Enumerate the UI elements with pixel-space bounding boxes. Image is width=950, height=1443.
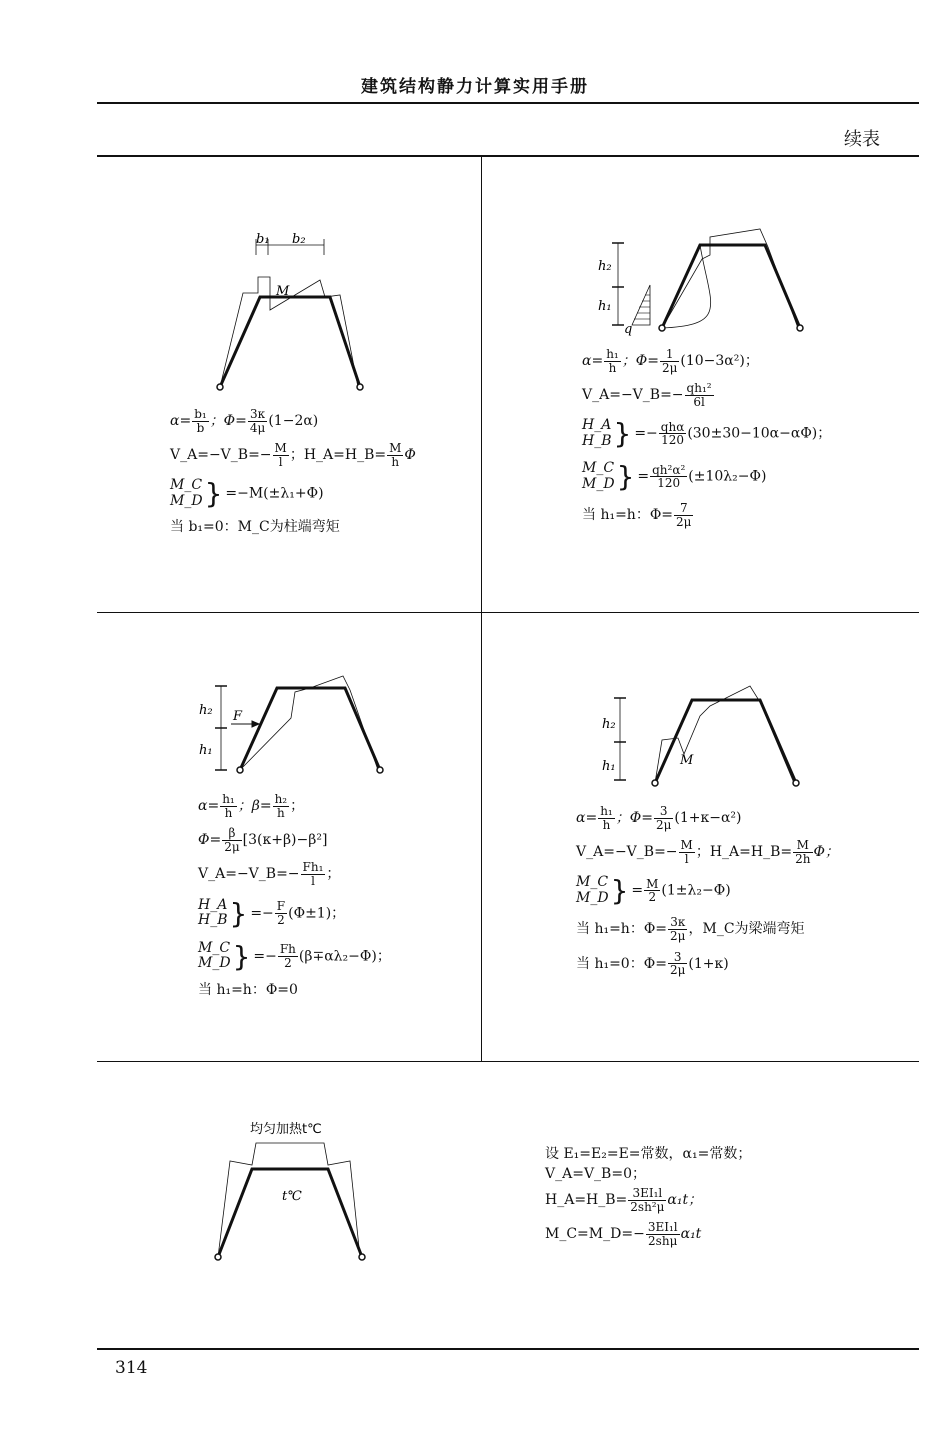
page-number: 314 [115, 1358, 148, 1378]
fraction [660, 348, 679, 374]
fraction [275, 900, 287, 926]
formula-text: M_D [170, 492, 203, 509]
table-row-divider-2 [97, 1061, 919, 1062]
formula-row [545, 1187, 751, 1213]
denominator: 2 [284, 955, 292, 970]
label-t: t℃ [282, 1189, 302, 1204]
numerator: qh²α² [652, 462, 686, 477]
formulas-case5 [545, 1146, 751, 1255]
fraction [220, 793, 237, 819]
formula-row [170, 408, 416, 434]
formula-row [545, 1221, 751, 1247]
formula-row [576, 873, 839, 908]
denominator: 2μ [661, 360, 678, 375]
running-head: 建筑结构静力计算实用手册 [361, 77, 589, 97]
formula-text: α= [582, 353, 604, 370]
numerator: M [389, 441, 402, 456]
denominator: l [278, 454, 283, 469]
formula-text: V_A=V_B=0； [545, 1165, 646, 1182]
fraction [301, 861, 326, 887]
label-h2: h₂ [602, 717, 616, 732]
formula-row [576, 916, 839, 942]
formula-text: (Φ±1)； [288, 905, 346, 922]
formula-row [576, 951, 839, 977]
label-F: F [233, 709, 243, 724]
numerator: M [646, 876, 659, 891]
formula-text: V_A=−V_B=− [170, 447, 272, 464]
numerator: M [680, 838, 693, 853]
formula-text: (1+κ) [688, 955, 729, 972]
reaction-pair [198, 898, 228, 929]
formula-text: (10−3α²)； [680, 353, 759, 370]
label-b2: b₂ [292, 232, 306, 247]
label-b1: b₁ [256, 232, 270, 247]
denominator: h [391, 454, 400, 469]
frame-diagram-case3 [195, 670, 395, 780]
header-rule [97, 102, 919, 104]
formula-text: M_C [198, 939, 231, 956]
fraction [650, 464, 687, 490]
denominator: 2μ [669, 963, 686, 978]
formula-row [198, 827, 391, 853]
formula-row [198, 861, 391, 887]
formula-row [576, 839, 839, 865]
formula-text: ，M_C为梁端弯矩 [688, 921, 805, 938]
denominator: 2μ [655, 817, 672, 832]
continued-label: 续表 [844, 129, 880, 150]
formula-text: 当 h₁=h：Φ= [576, 921, 668, 938]
label-h2: h₂ [199, 703, 213, 718]
denominator: 2 [648, 890, 657, 905]
brace: } [204, 477, 223, 511]
numerator: β [222, 827, 241, 841]
formula-text: ；H_A=H_B= [695, 844, 793, 861]
fraction [668, 951, 687, 977]
numerator: 3κ [668, 916, 687, 930]
label-M: M [680, 753, 694, 768]
formula-row [582, 382, 831, 408]
formula-text: α= [198, 798, 220, 815]
frame-diagram-case5 [200, 1115, 390, 1265]
numerator: h₁ [222, 792, 235, 806]
table-top-rule [97, 155, 919, 157]
formula-text: M_C [576, 874, 609, 891]
moment-pair [576, 875, 609, 906]
formula-text: =−M(±λ₁+Φ) [225, 485, 324, 502]
denominator: h [224, 805, 233, 820]
formula-text: ； [326, 866, 341, 883]
brace: } [616, 460, 635, 494]
numerator: b₁ [194, 407, 207, 421]
formula-row [170, 519, 416, 537]
denominator: 4μ [249, 420, 266, 435]
formula-text: = [637, 468, 650, 485]
denominator: b [196, 420, 205, 435]
formula-row [198, 896, 391, 931]
fraction [646, 1221, 680, 1247]
moment-pair [198, 941, 231, 972]
formula-text: H_A [582, 417, 612, 434]
fraction [659, 421, 687, 447]
formula-text: [3(κ+β)−β²] [242, 832, 328, 849]
denominator: h [602, 817, 611, 832]
numerator: 3 [654, 805, 673, 819]
denominator: 2shμ [648, 1233, 678, 1248]
formula-text: H_B [198, 912, 228, 929]
formula-text: (±10λ₂−Φ) [688, 468, 767, 485]
formula-row [545, 1146, 751, 1164]
denominator: 2μ [224, 839, 240, 854]
table-column-divider [481, 155, 482, 1062]
formula-text: (1+κ−α²) [674, 810, 742, 827]
brace: } [613, 417, 632, 451]
formula-row [170, 476, 416, 511]
numerator: M [274, 441, 287, 456]
denominator: l [684, 851, 689, 866]
formulas-case3 [198, 793, 391, 1007]
formula-text: (1−2α) [268, 413, 319, 430]
frame-diagram-case2 [590, 225, 820, 340]
label-h2: h₂ [598, 259, 612, 274]
denominator: 2μ [676, 514, 692, 529]
label-h1: h₁ [602, 759, 616, 774]
denominator: 2μ [670, 928, 686, 943]
formula-text: M_D [582, 475, 615, 492]
label-heat: 均匀加热t℃ [250, 1122, 322, 1137]
fraction [273, 793, 290, 819]
label-M: M [276, 284, 290, 299]
denominator: 2sh²μ [630, 1199, 665, 1214]
formula-text: = [631, 882, 644, 899]
fraction [674, 502, 693, 528]
numerator: 3κ [248, 408, 267, 422]
fraction [278, 943, 298, 969]
numerator: M [793, 839, 812, 853]
numerator: 3 [668, 951, 687, 965]
reaction-pair [582, 418, 612, 449]
formula-text: ；H_A=H_B= [289, 447, 387, 464]
formula-text: M_D [198, 955, 231, 972]
footer-rule [97, 1348, 919, 1350]
denominator: 120 [661, 433, 684, 448]
formula-text: Φ； [813, 844, 839, 861]
formula-text: ；β= [237, 798, 272, 815]
formula-text: H_A=H_B= [545, 1192, 628, 1209]
formula-text: 设 E₁=E₂=E=常数，α₁=常数； [545, 1146, 752, 1162]
numerator: h₁ [600, 804, 613, 818]
numerator: Fh₁ [302, 860, 324, 875]
numerator: 7 [674, 502, 693, 516]
numerator: h₂ [274, 792, 288, 806]
formula-text: =− [250, 905, 274, 922]
fraction [604, 348, 621, 374]
formulas-case4 [576, 805, 839, 985]
formula-text: Φ [404, 447, 416, 464]
brace: } [229, 896, 248, 930]
formula-text: α= [576, 810, 598, 827]
numerator: 3EI₁l [628, 1187, 666, 1201]
denominator: h [608, 360, 617, 375]
formula-text: ； [290, 798, 305, 815]
formula-text: ；Φ= [621, 353, 659, 370]
formula-row [582, 459, 831, 494]
label-q: q [624, 322, 633, 337]
formula-text: M_C [582, 460, 615, 477]
fraction [644, 878, 660, 904]
formula-text: ；Φ= [209, 413, 247, 430]
denominator: l [311, 873, 315, 888]
formula-text: V_A=−V_B=− [576, 844, 678, 861]
formula-text: =− [253, 948, 277, 965]
numerator: Fh [279, 941, 296, 956]
formula-text: 当 h₁=h：Φ= [582, 507, 674, 524]
numerator: 1 [660, 348, 679, 362]
formula-text: H_B [582, 432, 612, 449]
fraction [598, 805, 615, 831]
fraction [654, 805, 673, 831]
formula-text: (30±30−10α−αΦ)； [687, 425, 832, 442]
formula-text: M_D [576, 889, 609, 906]
formula-text: 当 h₁=0：Φ= [576, 955, 667, 972]
formula-text: V_A=−V_B=− [582, 387, 684, 404]
fraction [273, 442, 289, 468]
table-row-divider-1 [97, 612, 919, 613]
numerator: 3EI₁l [647, 1220, 678, 1235]
fraction [248, 408, 267, 434]
formula-text: Φ= [198, 832, 222, 849]
fraction [668, 916, 687, 942]
formula-row [582, 502, 831, 528]
formula-row [582, 348, 831, 374]
fraction [628, 1187, 666, 1213]
formula-row [576, 805, 839, 831]
formula-row [582, 416, 831, 451]
formula-row [545, 1166, 751, 1184]
brace: } [610, 874, 629, 908]
label-h1: h₁ [598, 299, 612, 314]
formula-text: V_A=−V_B=− [198, 866, 300, 883]
frame-diagram-case1 [200, 225, 380, 395]
formula-row [170, 442, 416, 468]
moment-pair [170, 478, 203, 509]
formula-row [198, 982, 391, 1000]
denominator: h [276, 805, 285, 820]
fraction [222, 827, 241, 853]
formula-row [198, 939, 391, 974]
fraction [685, 382, 714, 408]
numerator: qhα [660, 419, 685, 434]
fraction [679, 839, 695, 865]
fraction [387, 442, 403, 468]
formula-text: (1±λ₂−Φ) [661, 882, 731, 899]
formula-text: α₁t； [667, 1192, 703, 1209]
fraction [793, 839, 812, 865]
formulas-case2 [582, 348, 831, 537]
formula-text: (β∓αλ₂−Φ)； [298, 948, 391, 965]
brace: } [232, 939, 251, 973]
formula-row [198, 793, 391, 819]
denominator: 6l [693, 394, 705, 409]
formula-text: α= [170, 413, 192, 430]
formula-text: H_A [198, 896, 228, 913]
denominator: 120 [657, 476, 681, 491]
moment-pair [582, 461, 615, 492]
fraction [192, 408, 209, 434]
formulas-case1 [170, 408, 416, 545]
numerator: F [276, 898, 286, 913]
denominator: 2h [795, 851, 811, 866]
frame-diagram-case4 [600, 680, 810, 790]
formula-text: α₁t [680, 1226, 702, 1243]
formula-text: M_C=M_D=− [545, 1226, 645, 1243]
denominator: 2 [277, 912, 285, 927]
numerator: h₁ [606, 347, 619, 361]
formula-text: 当 b₁=0：M_C为柱端弯矩 [170, 519, 340, 536]
formula-text: =− [634, 425, 658, 442]
numerator: qh₁² [686, 381, 712, 396]
formula-text: M_C [170, 477, 203, 494]
formula-text: ；Φ= [615, 810, 653, 827]
formula-text: 当 h₁=h：Φ=0 [198, 981, 298, 998]
label-h1: h₁ [199, 743, 213, 758]
